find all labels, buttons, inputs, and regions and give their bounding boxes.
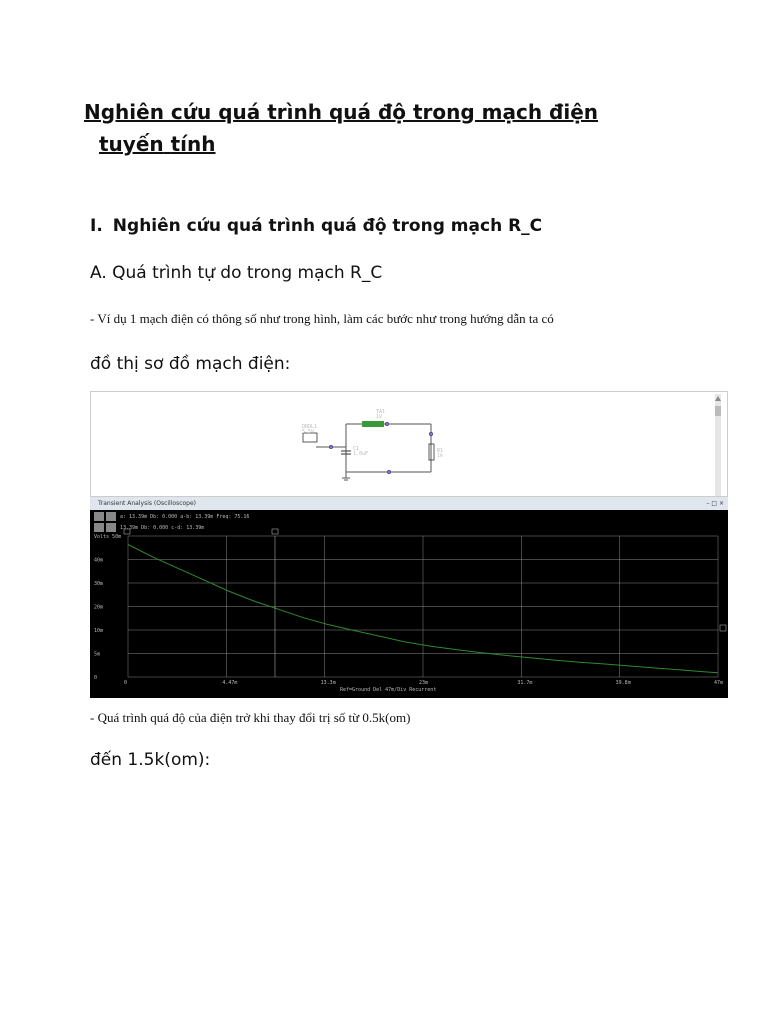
- section-heading-text: Nghiên cứu quá trình quá độ trong mạch R_C: [112, 216, 543, 236]
- section-heading-i: [90, 216, 542, 236]
- capacitor-value: 1.0uF: [353, 451, 369, 457]
- y-tick-label: 0: [94, 675, 98, 681]
- paragraph-resistor-change: - Quá trình quá độ của điện trở khi thay đổi trị số từ 0.5k(om): [90, 710, 411, 725]
- title-word-tinh: tính: [170, 132, 216, 156]
- circuit-schematic: [90, 391, 728, 497]
- switch-label: TA1: [376, 409, 386, 415]
- capacitor-label: C1: [353, 446, 360, 452]
- paragraph-resistor-change-continued: đến 1.5k(om):: [90, 750, 211, 770]
- title-word-tuyen: tuyến: [99, 132, 164, 156]
- oscilloscope-title: Transient Analysis (Oscilloscope): [98, 500, 197, 507]
- readout-line-1: a: 13.39m Db: 0.000 a-b: 13.39m Freq: 75.16: [120, 514, 250, 520]
- scrollbar-thumb: [715, 406, 721, 416]
- title-line-2: [84, 128, 598, 160]
- plot-grid: [128, 536, 718, 677]
- x-tick-label: 39.8m: [615, 680, 631, 686]
- level-marker[interactable]: [720, 625, 726, 631]
- paragraph-example-continued: đồ thị sơ đồ mạch điện:: [90, 354, 291, 374]
- switch-value: 1V: [376, 414, 383, 420]
- window-buttons: [706, 497, 724, 510]
- source-label: DRDL1: [302, 424, 318, 430]
- y-tick-label: 20m: [94, 604, 104, 611]
- y-tick-label: 5m: [94, 651, 101, 658]
- x-tick-label: 4.47m: [222, 680, 238, 686]
- section-number: I.: [90, 216, 103, 236]
- switch-icon: [362, 421, 384, 427]
- x-tick-label: 47m: [714, 680, 724, 686]
- settings-tool-icon[interactable]: [106, 523, 116, 532]
- oscilloscope-plot: [90, 510, 728, 698]
- subsection-heading-a: A. Quá trình tự do trong mạch R_C: [90, 263, 383, 283]
- maximize-icon[interactable]: □: [711, 500, 718, 507]
- scale-tool-icon[interactable]: [94, 523, 104, 532]
- oscilloscope-window: [90, 497, 728, 698]
- resistor-label: R1: [437, 448, 444, 454]
- resistor-value: 1k: [437, 453, 444, 459]
- close-icon[interactable]: ×: [718, 500, 724, 507]
- schematic-svg: [91, 392, 729, 498]
- x-tick-label: 13.3m: [320, 680, 336, 686]
- minimize-icon[interactable]: –: [706, 500, 710, 507]
- y-tick-label: 10m: [94, 628, 104, 634]
- plot-ticks: [94, 534, 723, 686]
- oscilloscope-titlebar: [90, 497, 728, 510]
- title-line-1: Nghiên cứu quá trình quá độ trong mạch điện: [84, 100, 599, 124]
- x-tick-label: 0: [124, 680, 128, 686]
- x-tick-label: 23m: [419, 680, 429, 686]
- zoom-tool-icon[interactable]: [106, 512, 116, 521]
- document-title: [84, 96, 598, 160]
- cursor-tool-icon[interactable]: [94, 512, 104, 521]
- cursor-b-marker[interactable]: [272, 529, 278, 534]
- source-value: 5.5V: [302, 429, 315, 435]
- y-tick-label: 30m: [94, 581, 104, 587]
- circuit-figure: [90, 391, 728, 698]
- scope-footer: Ref=Ground Del 47m/Div Recurrent: [340, 687, 437, 693]
- paragraph-example: - Ví dụ 1 mạch điện có thông số như trong hình, làm các bước như trong hướng dẫn ta có: [90, 311, 554, 326]
- y-tick-label: Volts 50m: [94, 534, 122, 540]
- y-tick-label: 40m: [94, 557, 104, 564]
- x-tick-label: 31.7m: [517, 680, 533, 686]
- readout-line-2: 13.39m Db: 0.000 c-d: 13.39m: [120, 525, 205, 531]
